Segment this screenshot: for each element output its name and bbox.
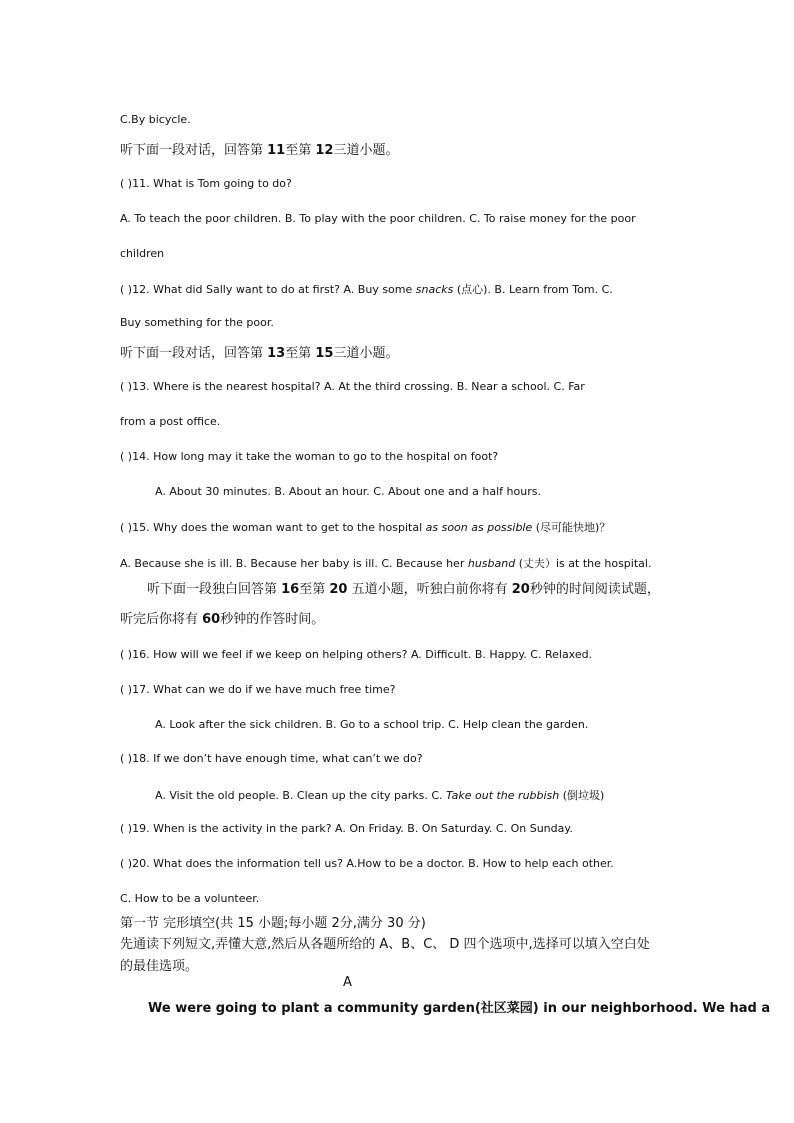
passage-label-a: A [343,975,352,990]
question-18-options: A. Visit the old people. B. Clean up the city parks. C. Take out the rubbish (倒垃圾) [155,789,605,802]
question-19: ( )19. When is the activity in the park? A. On Friday. B. On Saturday. C. On Sunday. [120,822,573,835]
question-11-options: A. To teach the poor children. B. To play with the poor children. C. To raise money for the poor [120,212,636,225]
section-instruction-16-20-cont: 听完后你将有 60秒钟的作答时间。 [120,612,325,627]
question-11: ( )11. What is Tom going to do? [120,177,292,190]
question-15-options: A. Because she is ill. B. Because her baby is ill. C. Because her husband (丈夫）is at the hospital. [120,557,652,570]
cloze-instruction-cont: 的最佳选项。 [120,959,199,974]
question-17: ( )17. What can we do if we have much free time? [120,683,396,696]
question-15: ( )15. Why does the woman want to get to the hospital as soon as possible (尽可能快地)？ [120,521,611,534]
section-instruction-11-12: 听下面一段对话，回答第 11至第 12三道小题。 [120,143,399,158]
cloze-section-title: 第一节 完形填空(共 15 小题;每小题 2分,满分 30 分) [120,916,426,931]
question-20: ( )20. What does the information tell us? A.How to be a doctor. B. How to help each other. [120,857,614,870]
section-instruction-16-20: 听下面一段独白回答第 16至第 20 五道小题，听独白前你将有 20秒钟的时间阅读试题， [147,582,660,597]
question-11-options-cont: children [120,247,165,260]
question-14-options: A. About 30 minutes. B. About an hour. C. About one and a half hours. [155,485,541,498]
question-16: ( )16. How will we feel if we keep on helping others? A. Difficult. B. Happy. C. Relaxed. [120,648,593,661]
section-instruction-13-15: 听下面一段对话，回答第 13至第 15三道小题。 [120,346,399,361]
option-c-by-bicycle: C.By bicycle. [120,113,191,126]
question-12: ( )12. What did Sally want to do at first? A. Buy some snacks (点心). B. Learn from Tom. C. [120,283,613,296]
question-12-options-cont: Buy something for the poor. [120,316,274,329]
question-13-options-cont: from a post office. [120,415,221,428]
question-18: ( )18. If we don’t have enough time, what can’t we do? [120,752,423,765]
passage-first-line: We were going to plant a community garden(社区菜园) in our neighborhood. We had a [148,1001,771,1016]
question-20-options-cont: C. How to be a volunteer. [120,892,260,905]
question-17-options: A. Look after the sick children. B. Go to a school trip. C. Help clean the garden. [155,718,589,731]
question-14: ( )14. How long may it take the woman to go to the hospital on foot? [120,450,499,463]
cloze-instruction: 先通读下列短文,弄懂大意,然后从各题所给的 A、B、C、 D 四个选项中,选择可以填入空白处 [120,937,650,952]
question-13: ( )13. Where is the nearest hospital? A. At the third crossing. B. Near a school. C. Far [120,380,585,393]
